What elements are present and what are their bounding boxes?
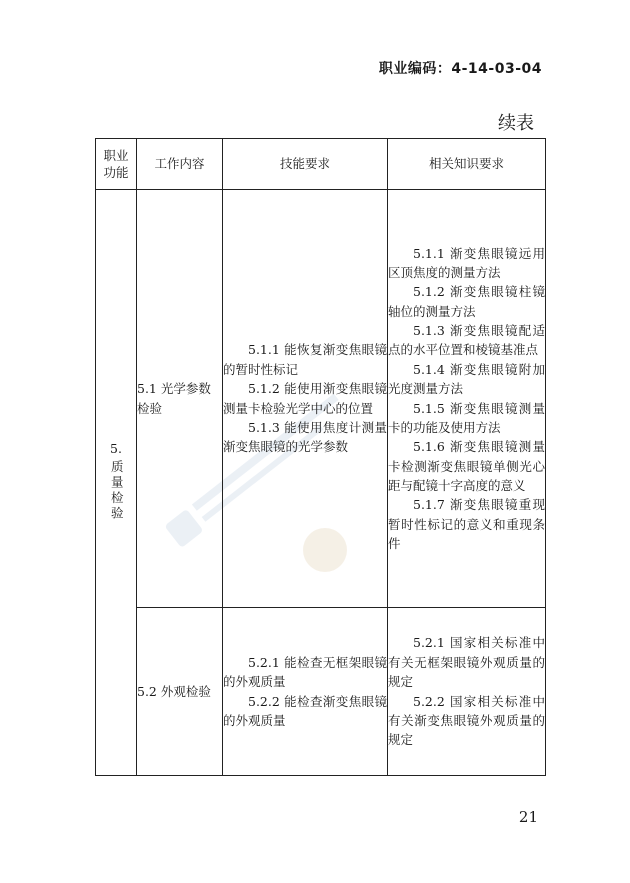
- header-function: [96, 139, 137, 190]
- continuation-label: 续表: [498, 113, 534, 134]
- knowledge-cell: [388, 190, 546, 608]
- function-cell: [96, 190, 137, 776]
- skill-item: 5.1.2 能使用渐变焦眼镜测量卡检验光学中心的位置: [223, 381, 387, 416]
- knowledge-item: 5.1.6 渐变焦眼镜测量卡检测渐变焦眼镜单侧光心距与配镜十字高度的意义: [388, 439, 545, 493]
- occupation-code: 职业编码：4-14-03-04: [378, 61, 542, 77]
- function-number: 5.: [110, 440, 122, 456]
- table-row: [96, 190, 546, 608]
- page-number: 21: [518, 808, 538, 826]
- skills-cell: [223, 190, 388, 608]
- header-skills: 技能要求: [223, 139, 388, 190]
- header-content: 工作内容: [137, 139, 223, 190]
- knowledge-cell: [388, 608, 546, 776]
- knowledge-item: 5.1.1 渐变焦眼镜远用区顶焦度的测量方法: [388, 245, 545, 280]
- header-knowledge: 相关知识要求: [388, 139, 546, 190]
- skill-item: 5.1.1 能恢复渐变焦眼镜的暂时性标记: [223, 342, 387, 377]
- skill-item: 5.2.1 能检查无框架眼镜的外观质量: [223, 654, 387, 690]
- knowledge-item: 5.2.2 国家相关标准中有关渐变焦眼镜外观质量的规定: [388, 693, 545, 748]
- skills-cell: [223, 608, 388, 776]
- header-function-label: 职业 功能: [103, 147, 129, 180]
- knowledge-item: 5.1.4 渐变焦眼镜附加光度测量方法: [388, 361, 545, 397]
- skill-item: 5.2.2 能检查渐变焦眼镜的外观质量: [223, 693, 387, 728]
- table-header-row: [96, 139, 546, 190]
- knowledge-item: 5.1.2 渐变焦眼镜柱镜轴位的测量方法: [388, 284, 545, 319]
- work-content-cell: 5.2 外观检验: [137, 608, 223, 776]
- knowledge-item: 5.1.3 渐变焦眼镜配适点的水平位置和棱镜基准点: [388, 323, 545, 358]
- table-row: [96, 608, 546, 776]
- knowledge-item: 5.1.7 渐变焦眼镜重现暂时性标记的意义和重现条件: [388, 497, 545, 552]
- skill-item: 5.1.3 能使用焦度计测量渐变焦眼镜的光学参数: [223, 419, 387, 455]
- knowledge-item: 5.1.5 渐变焦眼镜测量卡的功能及使用方法: [388, 400, 545, 435]
- work-content-cell: 5.1 光学参数检验: [137, 190, 223, 608]
- knowledge-item: 5.2.1 国家相关标准中有关无框架眼镜外观质量的规定: [388, 635, 545, 690]
- function-name: 质量检验: [109, 459, 125, 522]
- skill-requirements-table: [95, 138, 546, 776]
